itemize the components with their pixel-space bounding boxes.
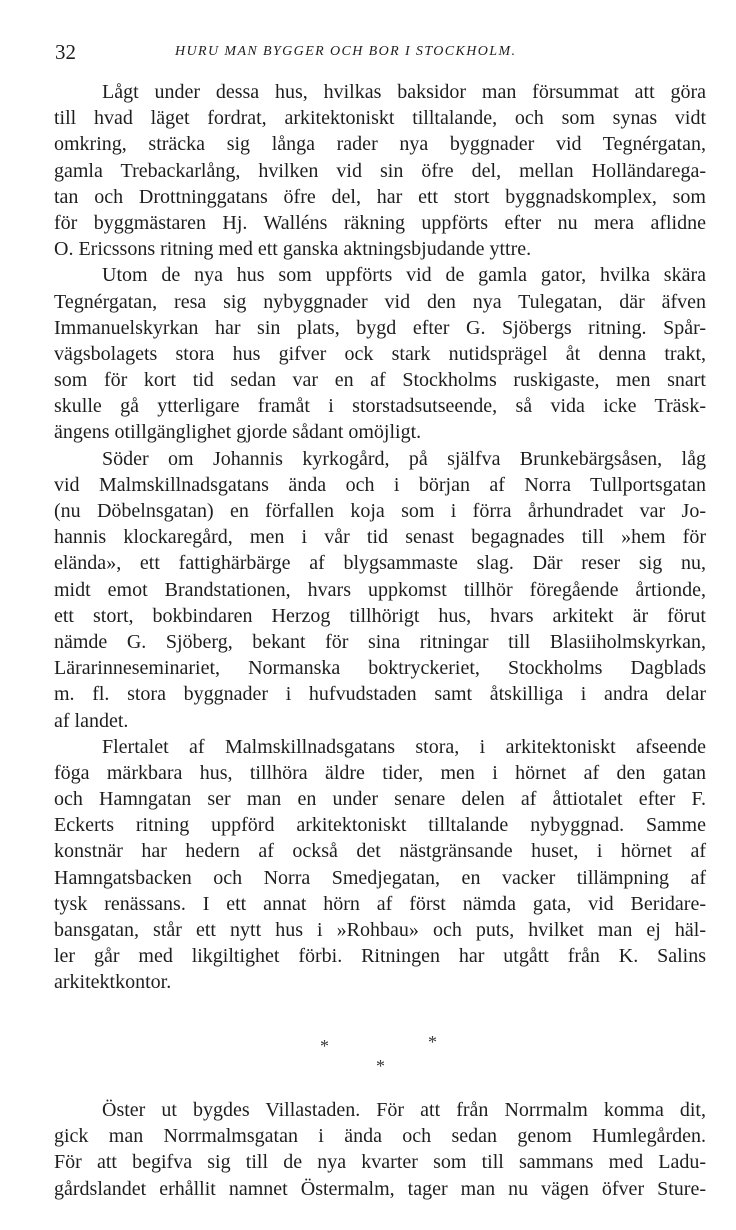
text-line: bansgatan, står ett nytt hus i »Rohbau» och puts, hvilket man ej häl- bbox=[54, 919, 706, 941]
text-line: konstnär har hedern af också det nästgränsande huset, i hörnet af bbox=[54, 840, 706, 863]
text-line: midt emot Brandstationen, hvars uppkomst tillhör föregående årtionde, bbox=[54, 578, 706, 601]
text-line: tysk renässans. I ett annat hörn af först nämda gata, vid Beridare- bbox=[54, 892, 706, 915]
page-number: 32 bbox=[55, 40, 76, 64]
text-line: Söder om Johannis kyrkogård, på själfva Brunkebärgsåsen, låg bbox=[102, 447, 706, 470]
text-line: omkring, sträcka sig långa rader nya byggnader vid Tegnérgatan, bbox=[54, 133, 706, 156]
text-line: Utom de nya hus som uppförts vid de gamla gator, hvilka skära bbox=[102, 264, 706, 287]
text-line: För att begifva sig till de nya kvarter som till sammans med Ladu- bbox=[54, 1151, 706, 1174]
text-line: m. fl. stora byggnader i hufvudstaden samt åtskilliga i andra delar bbox=[54, 683, 706, 706]
running-head: HURU MAN BYGGER OCH BOR I STOCKHOLM. bbox=[175, 44, 517, 59]
text-line: Tegnérgatan, resa sig nybyggnader vid den nya Tulegatan, där äfven bbox=[54, 290, 706, 313]
text-line: (nu Döbelnsgatan) en förfallen koja som i förra århundradet var Jo- bbox=[54, 500, 706, 522]
text-line: gamla Trebackarlång, hvilken vid sin öfre del, mellan Holländarega- bbox=[54, 159, 706, 182]
text-line: hannis klockaregård, men i vår tid senast begagnades till »hem för bbox=[54, 526, 706, 549]
text-line: O. Ericssons ritning med ett ganska aktningsbjudande yttre. bbox=[54, 238, 532, 261]
page-header bbox=[0, 40, 736, 68]
text-line: arkitektkontor. bbox=[54, 971, 172, 994]
text-line: Hamngatsbacken och Norra Smedjegatan, en vacker tillämpning af bbox=[54, 866, 706, 889]
text-line: af landet. bbox=[54, 709, 129, 732]
text-line: gårdslandet erhållit namnet Östermalm, tager man nu vägen öfver Sture- bbox=[54, 1177, 706, 1200]
text-line: Lågt under dessa hus, hvilkas baksidor man försummat att göra bbox=[102, 81, 706, 103]
text-line: Lärarinneseminariet, Normanska boktryckeriet, Stockholms Dagblads bbox=[54, 657, 706, 680]
text-line: elända», ett fattighärbärge af blygsammaste slag. Där reser sig nu, bbox=[54, 552, 706, 575]
text-line: Öster ut bygdes Villastaden. För att från Norrmalm komma dit, bbox=[102, 1099, 706, 1121]
text-line: föga märkbara hus, tillhöra äldre tider, men i hörnet af den gatan bbox=[54, 761, 706, 784]
text-line: och Hamngatan ser man en under senare delen af åttiotalet efter F. bbox=[54, 788, 706, 811]
text-line: nämde G. Sjöberg, bekant för sina ritningar till Blasiiholmskyrkan, bbox=[54, 630, 706, 653]
divider-star: * bbox=[320, 1036, 329, 1056]
text-line: som för kort tid sedan var en af Stockholms ruskigaste, men snart bbox=[54, 369, 706, 392]
text-line: Flertalet af Malmskillnadsgatans stora, i arkitektoniskt afseende bbox=[102, 735, 706, 758]
section-2-text bbox=[54, 1097, 706, 1202]
paragraph-3 bbox=[54, 446, 706, 734]
text-line: Eckerts ritning uppförd arkitektoniskt tilltalande nybyggnad. Samme bbox=[54, 814, 706, 837]
divider-star: * bbox=[428, 1032, 437, 1052]
text-line: ängens otillgänglighet gjorde sådant omöjligt. bbox=[54, 421, 422, 444]
paragraph-4 bbox=[54, 734, 706, 996]
text-line: till hvad läget fordrat, arkitektoniskt tilltalande, och som synas vidt bbox=[54, 107, 706, 130]
text-line: ler går med likgiltighet förbi. Ritningen har utgått från K. Salins bbox=[54, 945, 706, 968]
section-divider bbox=[0, 1010, 736, 1076]
text-line: ett stort, bokbindaren Herzog tillhörigt hus, hvars arkitekt är förut bbox=[54, 604, 706, 627]
text-line: gick man Norrmalmsgatan i ända och sedan genom Humlegården. bbox=[54, 1125, 706, 1148]
text-line: för byggmästaren Hj. Walléns räkning uppförts efter nu mera aflidne bbox=[54, 211, 706, 234]
body-text bbox=[54, 79, 706, 996]
divider-star: * bbox=[376, 1056, 385, 1076]
paragraph-2 bbox=[54, 262, 706, 445]
text-line: vid Malmskillnadsgatans ända och i början af Norra Tullportsgatan bbox=[54, 473, 706, 496]
paragraph-1 bbox=[54, 79, 706, 262]
text-line: skulle gå ytterligare framåt i storstadsutseende, så vida icke Träsk- bbox=[54, 395, 706, 418]
text-line: tan och Drottninggatans öfre del, har ett stort byggnadskomplex, som bbox=[54, 185, 706, 208]
text-line: vägsbolagets stora hus gifver ock stark nutidsprägel åt denna trakt, bbox=[54, 342, 706, 365]
text-line: Immanuelskyrkan har sin plats, bygd efter G. Sjöbergs ritning. Spår- bbox=[54, 316, 706, 339]
